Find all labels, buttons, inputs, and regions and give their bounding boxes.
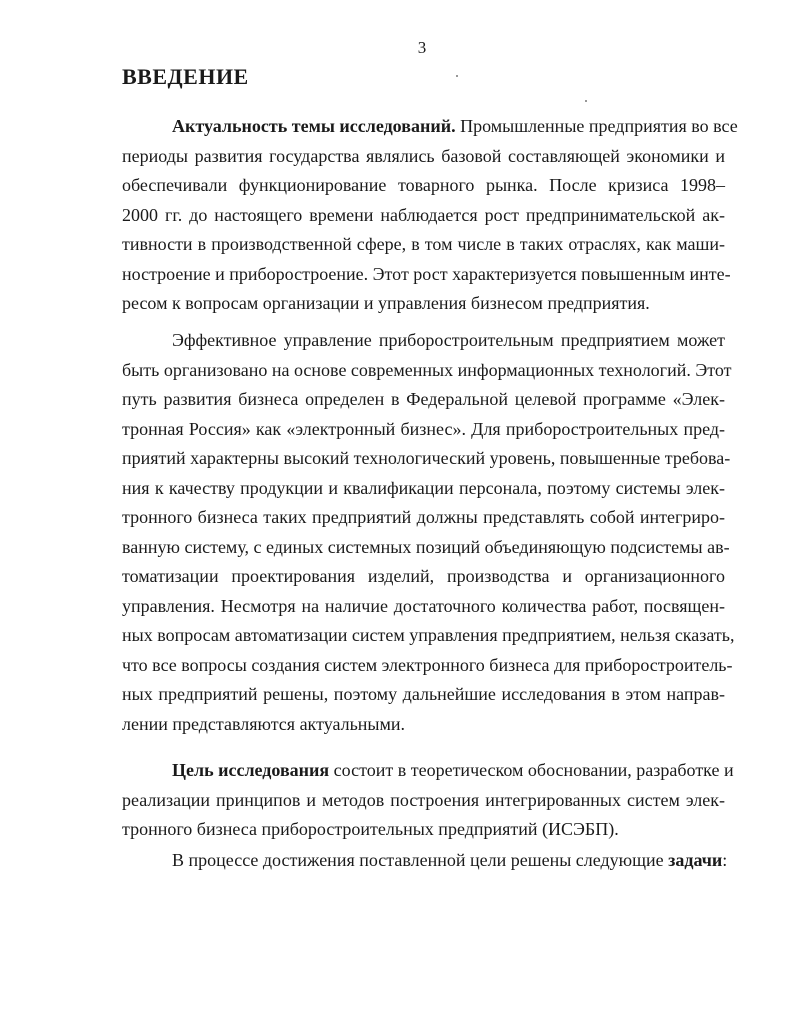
- paragraph-line: Актуальность темы исследований. Промышленные предприятия во все: [172, 116, 738, 136]
- paragraph-line: ния к качеству продукции и квалификации персонала, поэтому системы элек-: [122, 477, 725, 498]
- paragraph-line: Эффективное управление приборостроительным предприятием может: [172, 330, 725, 350]
- paragraph-line: что все вопросы создания систем электронного бизнеса для приборостроитель-: [122, 654, 733, 675]
- scan-speck: [585, 100, 587, 102]
- paragraph-management: [122, 326, 735, 739]
- paragraph-relevance: [122, 112, 738, 319]
- paragraph-goal: [122, 756, 734, 845]
- paragraph-line: реализации принципов и методов построения интегрированных систем элек-: [122, 789, 725, 810]
- tasks-keyword: задачи: [668, 850, 723, 870]
- paragraph-line: Цель исследования состоит в теоретическом обосновании, разработке и: [172, 760, 734, 780]
- paragraph-line: периоды развития государства являлись базовой составляющей экономики и: [122, 145, 725, 166]
- paragraph-line: ванную систему, с единых системных позиций объединяющую подсистемы ав-: [122, 536, 730, 557]
- paragraph-lead: Цель исследования: [172, 760, 330, 780]
- paragraph-line: приятий характерны высокий технологический уровень, повышенные требова-: [122, 448, 731, 468]
- paragraph-line: тронного бизнеса таких предприятий должны представлять собой интегриро-: [122, 507, 725, 527]
- paragraph-tasks: [122, 846, 728, 876]
- paragraph-line: 2000 гг. до настоящего времени наблюдается рост предпринимательской ак-: [122, 204, 725, 225]
- paragraph-line: В процессе достижения поставленной цели решены следующие задачи:: [172, 850, 728, 870]
- page-number: 3: [417, 38, 427, 57]
- paragraph-line: тронного бизнеса приборостроительных предприятий (ИСЭБП).: [122, 819, 619, 839]
- paragraph-line: томатизации проектирования изделий, производства и организационного: [122, 566, 725, 586]
- paragraph-line: тивности в производственной сфере, в том числе в таких отраслях, как маши-: [122, 234, 725, 254]
- scan-speck: [456, 75, 458, 77]
- paragraph-line: ных предприятий решены, поэтому дальнейшие исследования в этом направ-: [122, 684, 725, 704]
- paragraph-line: путь развития бизнеса определен в Федеральной целевой программе «Элек-: [122, 389, 725, 409]
- paragraph-lead: Актуальность темы исследований.: [172, 116, 456, 136]
- paragraph-line: ресом к вопросам организации и управления бизнесом предприятия.: [122, 293, 650, 313]
- paragraph-line: ных вопросам автоматизации систем управления предприятием, нельзя сказать,: [122, 625, 735, 645]
- paragraph-line: лении представляются актуальными.: [122, 713, 406, 734]
- paragraph-line: управления. Несмотря на наличие достаточного количества работ, посвящен-: [122, 595, 725, 616]
- paragraph-line: ностроение и приборостроение. Этот рост характеризуется повышенным инте-: [122, 263, 731, 284]
- paragraph-line: быть организовано на основе современных информационных технологий. Этот: [122, 359, 732, 380]
- paragraph-line: тронная Россия» как «электронный бизнес». Для приборостроительных пред-: [122, 418, 725, 439]
- section-heading: ВВЕДЕНИЕ: [122, 64, 249, 89]
- paragraph-line: обеспечивали функционирование товарного рынка. После кризиса 1998–: [122, 175, 725, 195]
